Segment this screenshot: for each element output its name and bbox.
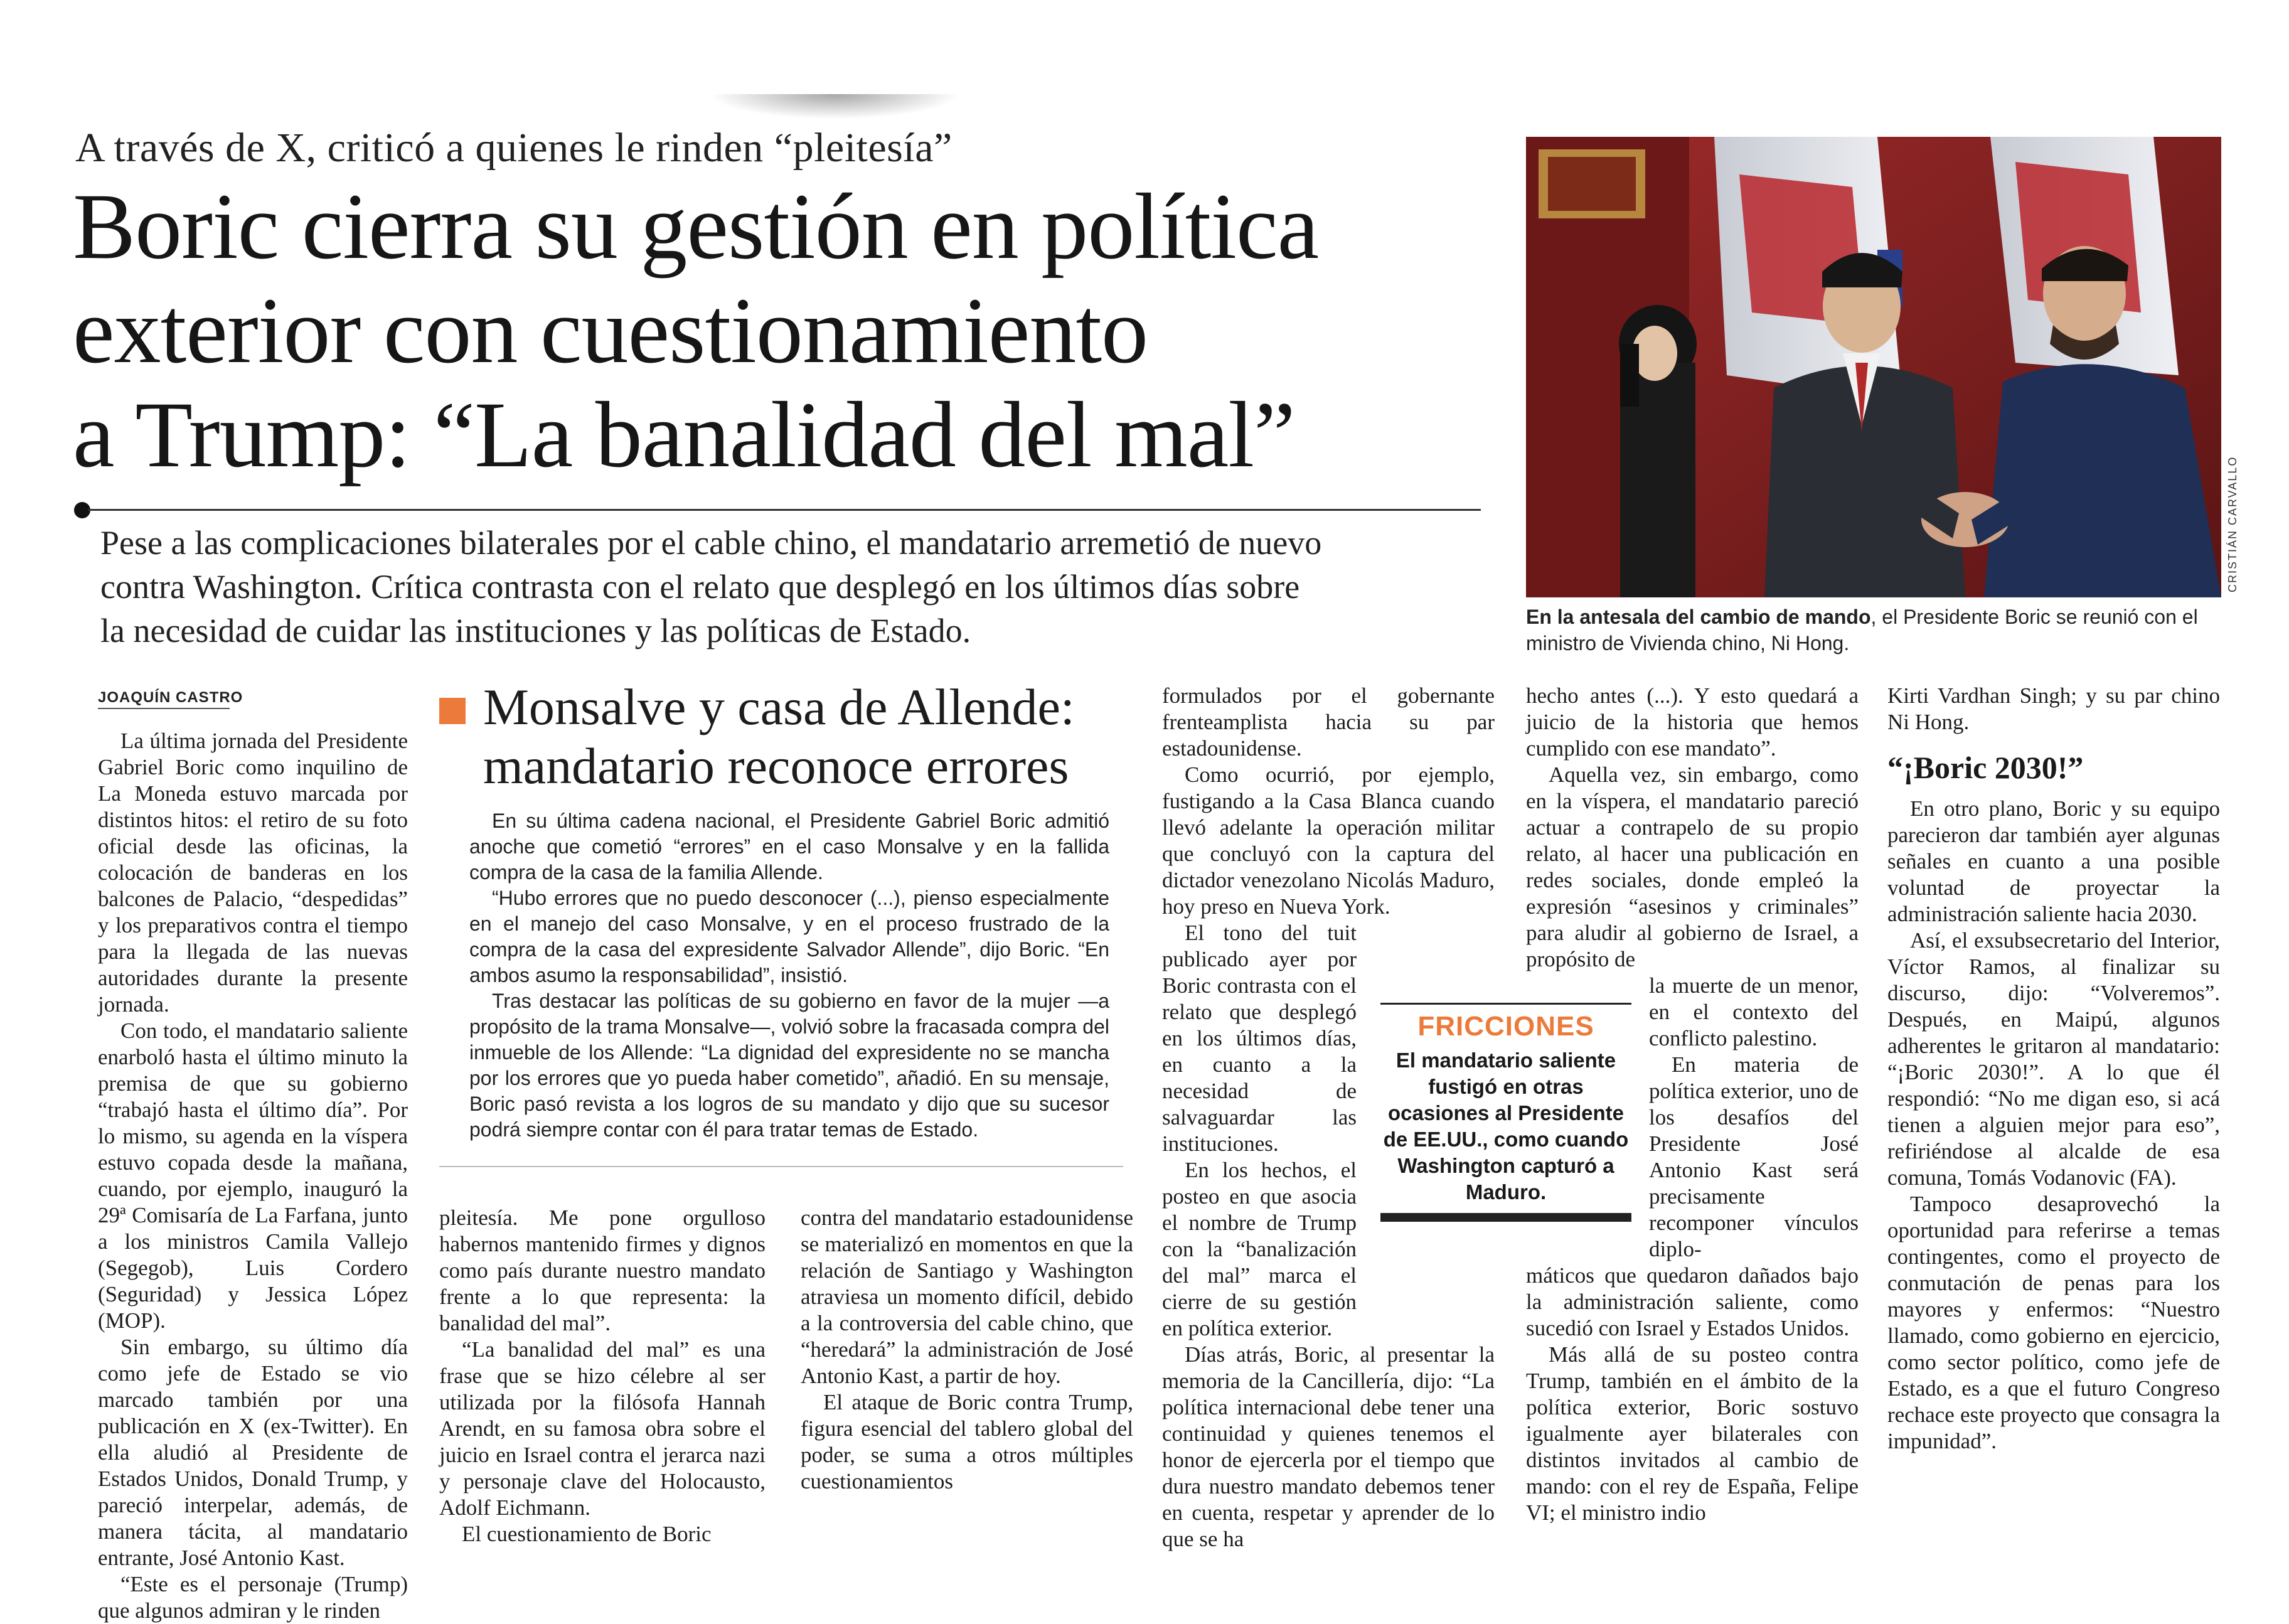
paragraph: Más allá de su posteo contra Trump, también en el ámbito de la política exterior, Boric sostuvo igualmente ayer bilaterales con distintos invitados al cambio de mando: con el rey de España, Felipe VI; el ministro indio bbox=[1526, 1342, 1859, 1525]
paragraph: Aquella vez, sin embargo, como en la víspera, el mandatario pareció actuar a contrapelo de su propio relato, al hacer una publicación en redes sociales, donde empleó la expresión “asesinos y criminales” para aludir al gobierno de Israel, a propósito de bbox=[1526, 762, 1859, 971]
sidebar-marker bbox=[439, 698, 466, 724]
paragraph: Sin embargo, su último día como jefe de Estado se vio marcado también por una publicación en X (ex-Twitter). En ella aludió al Presidente de Estados Unidos, Donald Trump, y pareció interpelar, además, de manera tácita, al mandatario entrante, José Antonio Kast. bbox=[98, 1335, 408, 1570]
paragraph: “La banalidad del mal” es una frase que se hizo célebre al ser utilizada por la filósofa Hannah Arendt, en su famosa obra sobre el juicio en Israel contra el jerarca nazi y personaje clave del Holocausto, Adolf Eichmann. bbox=[439, 1337, 766, 1520]
paragraph: hecho antes (...). Y esto quedará a juicio de la historia que hemos cumplido con ese mandato”. bbox=[1526, 683, 1859, 761]
headline-line: exterior con cuestionamiento bbox=[73, 279, 1148, 383]
article-column-3 bbox=[801, 1205, 1133, 1495]
paragraph: formulados por el gobernante frenteamplista hacia su par estadounidense. bbox=[1162, 683, 1495, 761]
page-fold-shadow bbox=[709, 94, 960, 119]
headline-line: Boric cierra su gestión en política bbox=[73, 174, 1319, 279]
headline bbox=[73, 174, 1497, 487]
paragraph: Días atrás, Boric, al presentar la memoria de la Cancillería, dijo: “La política internacional debe tener una continuidad y quienes tenemos el honor de ejercerla por el tiempo que dura nuestro mandato debemos tener en cuenta, respetar y aprender de lo que se ha bbox=[1162, 1342, 1495, 1551]
paragraph: Kirti Vardhan Singh; y su par chino Ni Hong. bbox=[1887, 683, 2220, 734]
deck-line: Pese a las complicaciones bilaterales por el cable chino, el mandatario arremetió de nuevo bbox=[100, 524, 1322, 562]
article-column-6 bbox=[1887, 683, 2220, 1455]
caption-text: , el Presidente Boric se reunió con el ministro de Vivienda chino, Ni Hong. bbox=[1526, 606, 2198, 654]
paragraph: Así, el exsubsecretario del Interior, Víctor Ramos, al finalizar su discurso, dijo: “Volveremos”. Después, en Maipú, algunos adherentes le gritaron al mandatario: “¡Boric 2030!”. A lo que él respondió: “No me digan eso, si acá tienen a alguien mejor para eso”, refiriéndose al alcalde de esa comuna, Tomás Vodanovic (FA). bbox=[1887, 928, 2220, 1190]
paragraph: la muerte de un menor, en el contexto del conflicto palestino. bbox=[1649, 973, 1859, 1050]
photo-credit: CRISTIÁN CARVALLO bbox=[2226, 456, 2239, 592]
article-column-1 bbox=[98, 728, 408, 1624]
paragraph: contra del mandatario estadounidense se materializó en momentos en que la relación de Santiago y Washington atraviesa un momento difícil, debido a la controversia del cable chino, que “heredará” la administración de José Antonio Kast, a partir de hoy. bbox=[801, 1205, 1133, 1388]
article-column-2 bbox=[439, 1205, 766, 1547]
sidebar-title-line: mandatario reconoce errores bbox=[483, 737, 1069, 794]
paragraph: El ataque de Boric contra Trump, figura esencial del tablero global del poder, se suma a otros múltiples cuestionamientos bbox=[801, 1390, 1133, 1493]
paragraph: pleitesía. Me pone orgulloso habernos mantenido firmes y dignos como país durante nuestro mandato frente a lo que representa: la banalidad del mal”. bbox=[439, 1205, 766, 1335]
paragraph: Como ocurrió, por ejemplo, fustigando a la Casa Blanca cuando llevó adelante la operación militar que concluyó con la captura del dictador venezolano Nicolás Maduro, hoy preso en Nueva York. bbox=[1162, 762, 1495, 919]
byline-rule bbox=[98, 708, 230, 709]
paragraph: El tono del tuit publicado ayer por Boric contrasta con el relato que desplegó en los últimos días, en cuanto a la necesidad de salvaguardar las instituciones. bbox=[1162, 921, 1357, 1156]
rule-line bbox=[88, 509, 1481, 511]
paragraph: Con todo, el mandatario saliente enarboló hasta el último minuto la premisa de que su gobierno “trabajó hasta el último día”. Por lo mismo, su agenda en la víspera estuvo copada desde la mañana, cuando, por ejemplo, inauguró la 29ª Comisaría de La Farfana, junto a los ministros Camila Vallejo (Segegob), Luis Cordero (Seguridad) y Jessica López (MOP). bbox=[98, 1018, 408, 1333]
sidebar-bottom-rule bbox=[439, 1166, 1123, 1167]
paragraph: La última jornada del Presidente Gabriel Boric como inquilino de La Moneda estuvo marcada por distintos hitos: el retiro de su foto oficial desde las oficinas, la colocación de banderas en los balcones de Palacio, “despedidas” y los preparativos contra el tiempo para la llegada de las nuevas autoridades durante la presente jornada. bbox=[98, 729, 408, 1017]
news-photo bbox=[1526, 137, 2221, 597]
paragraph: En su última cadena nacional, el Presidente Gabriel Boric admitió anoche que cometió “errores” en el caso Monsalve y en la fallida compra de la casa de la familia Allende. bbox=[469, 809, 1109, 884]
paragraph: máticos que quedaron dañados bajo la administración saliente, como sucedió con Israel y Estados Unidos. bbox=[1526, 1263, 1859, 1340]
deck-line: contra Washington. Crítica contrasta con el relato que desplegó en los últimos días sobre bbox=[100, 568, 1300, 606]
paragraph: Tras destacar las políticas de su gobierno en favor de la mujer —a propósito de la trama Monsalve—, volvió sobre la fracasada compra del inmueble de los Allende: “La dignidad del expresidente no se mancha por los errores que yo pueda haber cometido”, añadió. En su mensaje, Boric pasó revista a los logros de su mandato y dijo que su sucesor podrá siempre contar con él para tratar temas de Estado. bbox=[469, 990, 1109, 1141]
paragraph: “Este es el personaje (Trump) que algunos admiran y le rinden bbox=[98, 1572, 408, 1623]
pull-quote-title: FRICCIONES bbox=[1417, 1011, 1594, 1042]
column-narrow-section bbox=[1649, 973, 1859, 1263]
paragraph: En materia de política exterior, uno de los desafíos del Presidente José Antonio Kast será precisamente recomponer vínculos diplo- bbox=[1649, 1052, 1859, 1261]
subheading: “¡Boric 2030!” bbox=[1887, 750, 2084, 785]
pull-quote-text: El mandatario saliente fustigó en otras ocasiones al Presidente de EE.UU., como cuando Washington capturó a Maduro. bbox=[1383, 1049, 1629, 1204]
sidebar-title-line: Monsalve y casa de Allende: bbox=[483, 678, 1075, 735]
article-column-5 bbox=[1526, 683, 1859, 1526]
photo-caption bbox=[1526, 604, 2221, 656]
paragraph: Tampoco desaprovechó la oportunidad para referirse a temas contingentes, como el proyecto de conmutación de penas para los mayores y enfermos: “Nuestro llamado, como gobierno en ejercicio, como sector político, como jefe de Estado, es a que el futuro Congreso rechace este proyecto que consagra la impunidad”. bbox=[1887, 1192, 2220, 1453]
kicker: A través de X, criticó a quienes le rinden “pleitesía” bbox=[75, 125, 952, 171]
paragraph: “Hubo errores que no puedo desconocer (...), pienso especialmente en el manejo del caso Monsalve, y en el proceso frustrado de la compra de la casa del expresidente Salvador Allende”, dijo Boric. “En ambos asumo la responsabilidad”, insistió. bbox=[469, 887, 1109, 986]
deck-line: la necesidad de cuidar las instituciones y las políticas de Estado. bbox=[100, 612, 971, 649]
deck bbox=[100, 521, 1493, 653]
column-narrow-section bbox=[1162, 920, 1357, 1342]
paragraph: En los hechos, el posteo en que asocia el nombre de Trump con la “banalización del mal” marca el cierre de su gestión en política exterior. bbox=[1162, 1158, 1357, 1340]
byline: JOAQUÍN CASTRO bbox=[98, 689, 243, 706]
headline-line: a Trump: “La banalidad del mal” bbox=[73, 383, 1295, 487]
sidebar-body bbox=[469, 808, 1109, 1143]
caption-lead: En la antesala del cambio de mando bbox=[1526, 606, 1871, 628]
paragraph: En otro plano, Boric y su equipo parecieron dar también ayer algunas señales en cuanto a una posible voluntad de proyectar la administración saliente hacia 2030. bbox=[1887, 796, 2220, 926]
paragraph: El cuestionamiento de Boric bbox=[462, 1522, 712, 1546]
sidebar-title bbox=[483, 678, 1111, 796]
